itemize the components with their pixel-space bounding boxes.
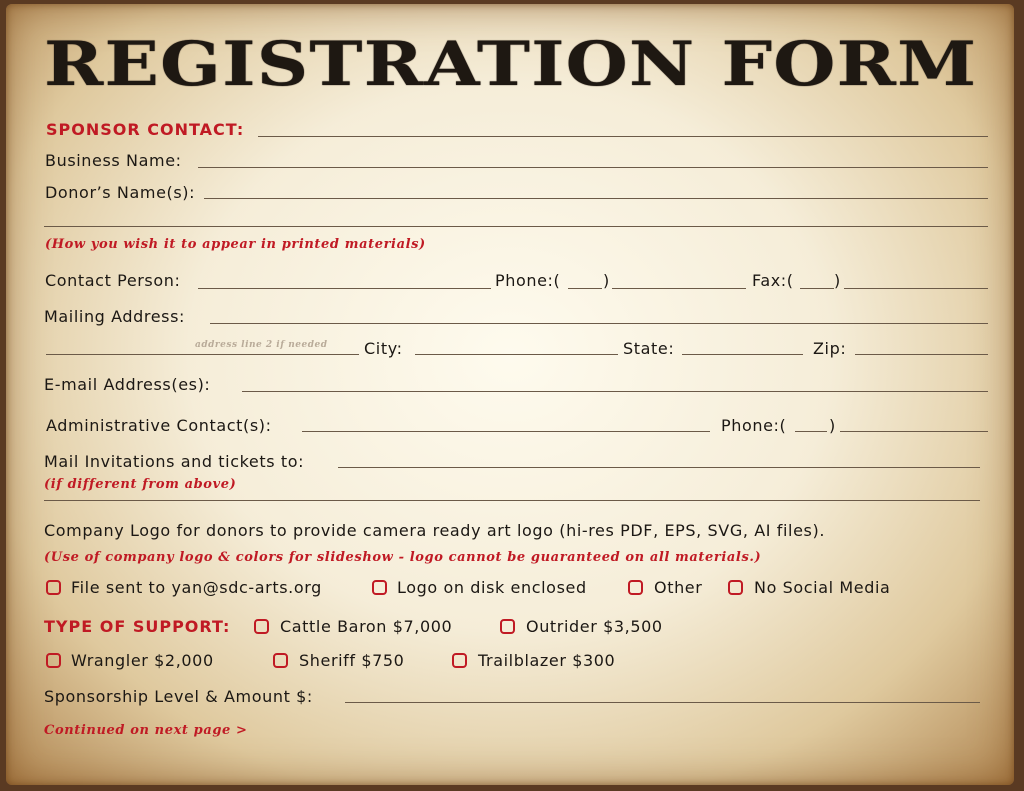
email-field[interactable] xyxy=(242,391,988,392)
state-label: State: xyxy=(623,339,675,358)
sponsor-contact-label: SPONSOR CONTACT: xyxy=(46,120,245,139)
other-label: Other xyxy=(654,578,703,597)
fax-close-paren: ) xyxy=(834,271,841,290)
phone-number-field[interactable] xyxy=(612,288,746,289)
admin-contact-field[interactable] xyxy=(302,431,710,432)
business-name-label: Business Name: xyxy=(45,151,182,170)
mail-invitations-field-line-2[interactable] xyxy=(44,500,980,501)
email-label: E-mail Address(es): xyxy=(44,375,211,394)
admin-phone-number-field[interactable] xyxy=(840,431,988,432)
sheriff-checkbox[interactable] xyxy=(273,653,288,668)
sponsorship-level-label: Sponsorship Level & Amount $: xyxy=(44,687,313,706)
admin-contact-label: Administrative Contact(s): xyxy=(46,416,272,435)
outrider-checkbox[interactable] xyxy=(500,619,515,634)
no-social-media-checkbox[interactable] xyxy=(728,580,743,595)
mail-invitations-label: Mail Invitations and tickets to: xyxy=(44,452,305,471)
donor-names-label: Donor’s Name(s): xyxy=(45,183,196,202)
printed-materials-note: (How you wish it to appear in printed materials) xyxy=(45,237,426,252)
phone-close-paren: ) xyxy=(603,271,610,290)
mailing-address-field[interactable] xyxy=(210,323,988,324)
sponsorship-amount-field[interactable] xyxy=(345,702,980,703)
file-sent-checkbox[interactable] xyxy=(46,580,61,595)
address-line-2-field[interactable] xyxy=(46,354,359,355)
address-line-2-hint: address line 2 if needed xyxy=(195,340,328,350)
fax-number-field[interactable] xyxy=(844,288,988,289)
phone-area-code-field[interactable] xyxy=(568,288,602,289)
contact-person-field[interactable] xyxy=(198,288,491,289)
sheriff-label: Sheriff $750 xyxy=(299,651,405,670)
wrangler-checkbox[interactable] xyxy=(46,653,61,668)
fax-area-code-field[interactable] xyxy=(800,288,834,289)
business-name-field[interactable] xyxy=(198,167,988,168)
type-of-support-label: TYPE OF SUPPORT: xyxy=(44,617,231,636)
admin-phone-label: Phone:( xyxy=(721,416,787,435)
admin-phone-area-code-field[interactable] xyxy=(795,431,827,432)
no-social-media-label: No Social Media xyxy=(754,578,891,597)
mail-invitations-field[interactable] xyxy=(338,467,980,468)
admin-phone-close-paren: ) xyxy=(829,416,836,435)
cattle-baron-label: Cattle Baron $7,000 xyxy=(280,617,453,636)
logo-usage-note: (Use of company logo & colors for slideshow - logo cannot be guaranteed on all materials.) xyxy=(44,550,762,565)
company-logo-text: Company Logo for donors to provide camera ready art logo (hi-res PDF, EPS, SVG, AI files). xyxy=(44,521,826,540)
trailblazer-label: Trailblazer $300 xyxy=(478,651,616,670)
city-field[interactable] xyxy=(415,354,618,355)
zip-field[interactable] xyxy=(855,354,988,355)
wrangler-label: Wrangler $2,000 xyxy=(71,651,214,670)
sponsor-contact-field[interactable] xyxy=(258,136,988,137)
file-sent-label: File sent to yan@sdc-arts.org xyxy=(71,578,322,597)
outrider-label: Outrider $3,500 xyxy=(526,617,663,636)
phone-label: Phone:( xyxy=(495,271,561,290)
trailblazer-checkbox[interactable] xyxy=(452,653,467,668)
logo-on-disk-checkbox[interactable] xyxy=(372,580,387,595)
different-address-note: (if different from above) xyxy=(44,477,237,492)
donor-names-field-line-2[interactable] xyxy=(44,226,988,227)
fax-label: Fax:( xyxy=(752,271,794,290)
state-field[interactable] xyxy=(682,354,803,355)
zip-label: Zip: xyxy=(813,339,847,358)
logo-on-disk-label: Logo on disk enclosed xyxy=(397,578,587,597)
cattle-baron-checkbox[interactable] xyxy=(254,619,269,634)
mailing-address-label: Mailing Address: xyxy=(44,307,186,326)
donor-names-field[interactable] xyxy=(204,198,988,199)
continued-note: Continued on next page > xyxy=(44,723,248,738)
city-label: City: xyxy=(364,339,403,358)
other-checkbox[interactable] xyxy=(628,580,643,595)
contact-person-label: Contact Person: xyxy=(45,271,181,290)
form-title: REGISTRATION FORM xyxy=(44,29,978,100)
